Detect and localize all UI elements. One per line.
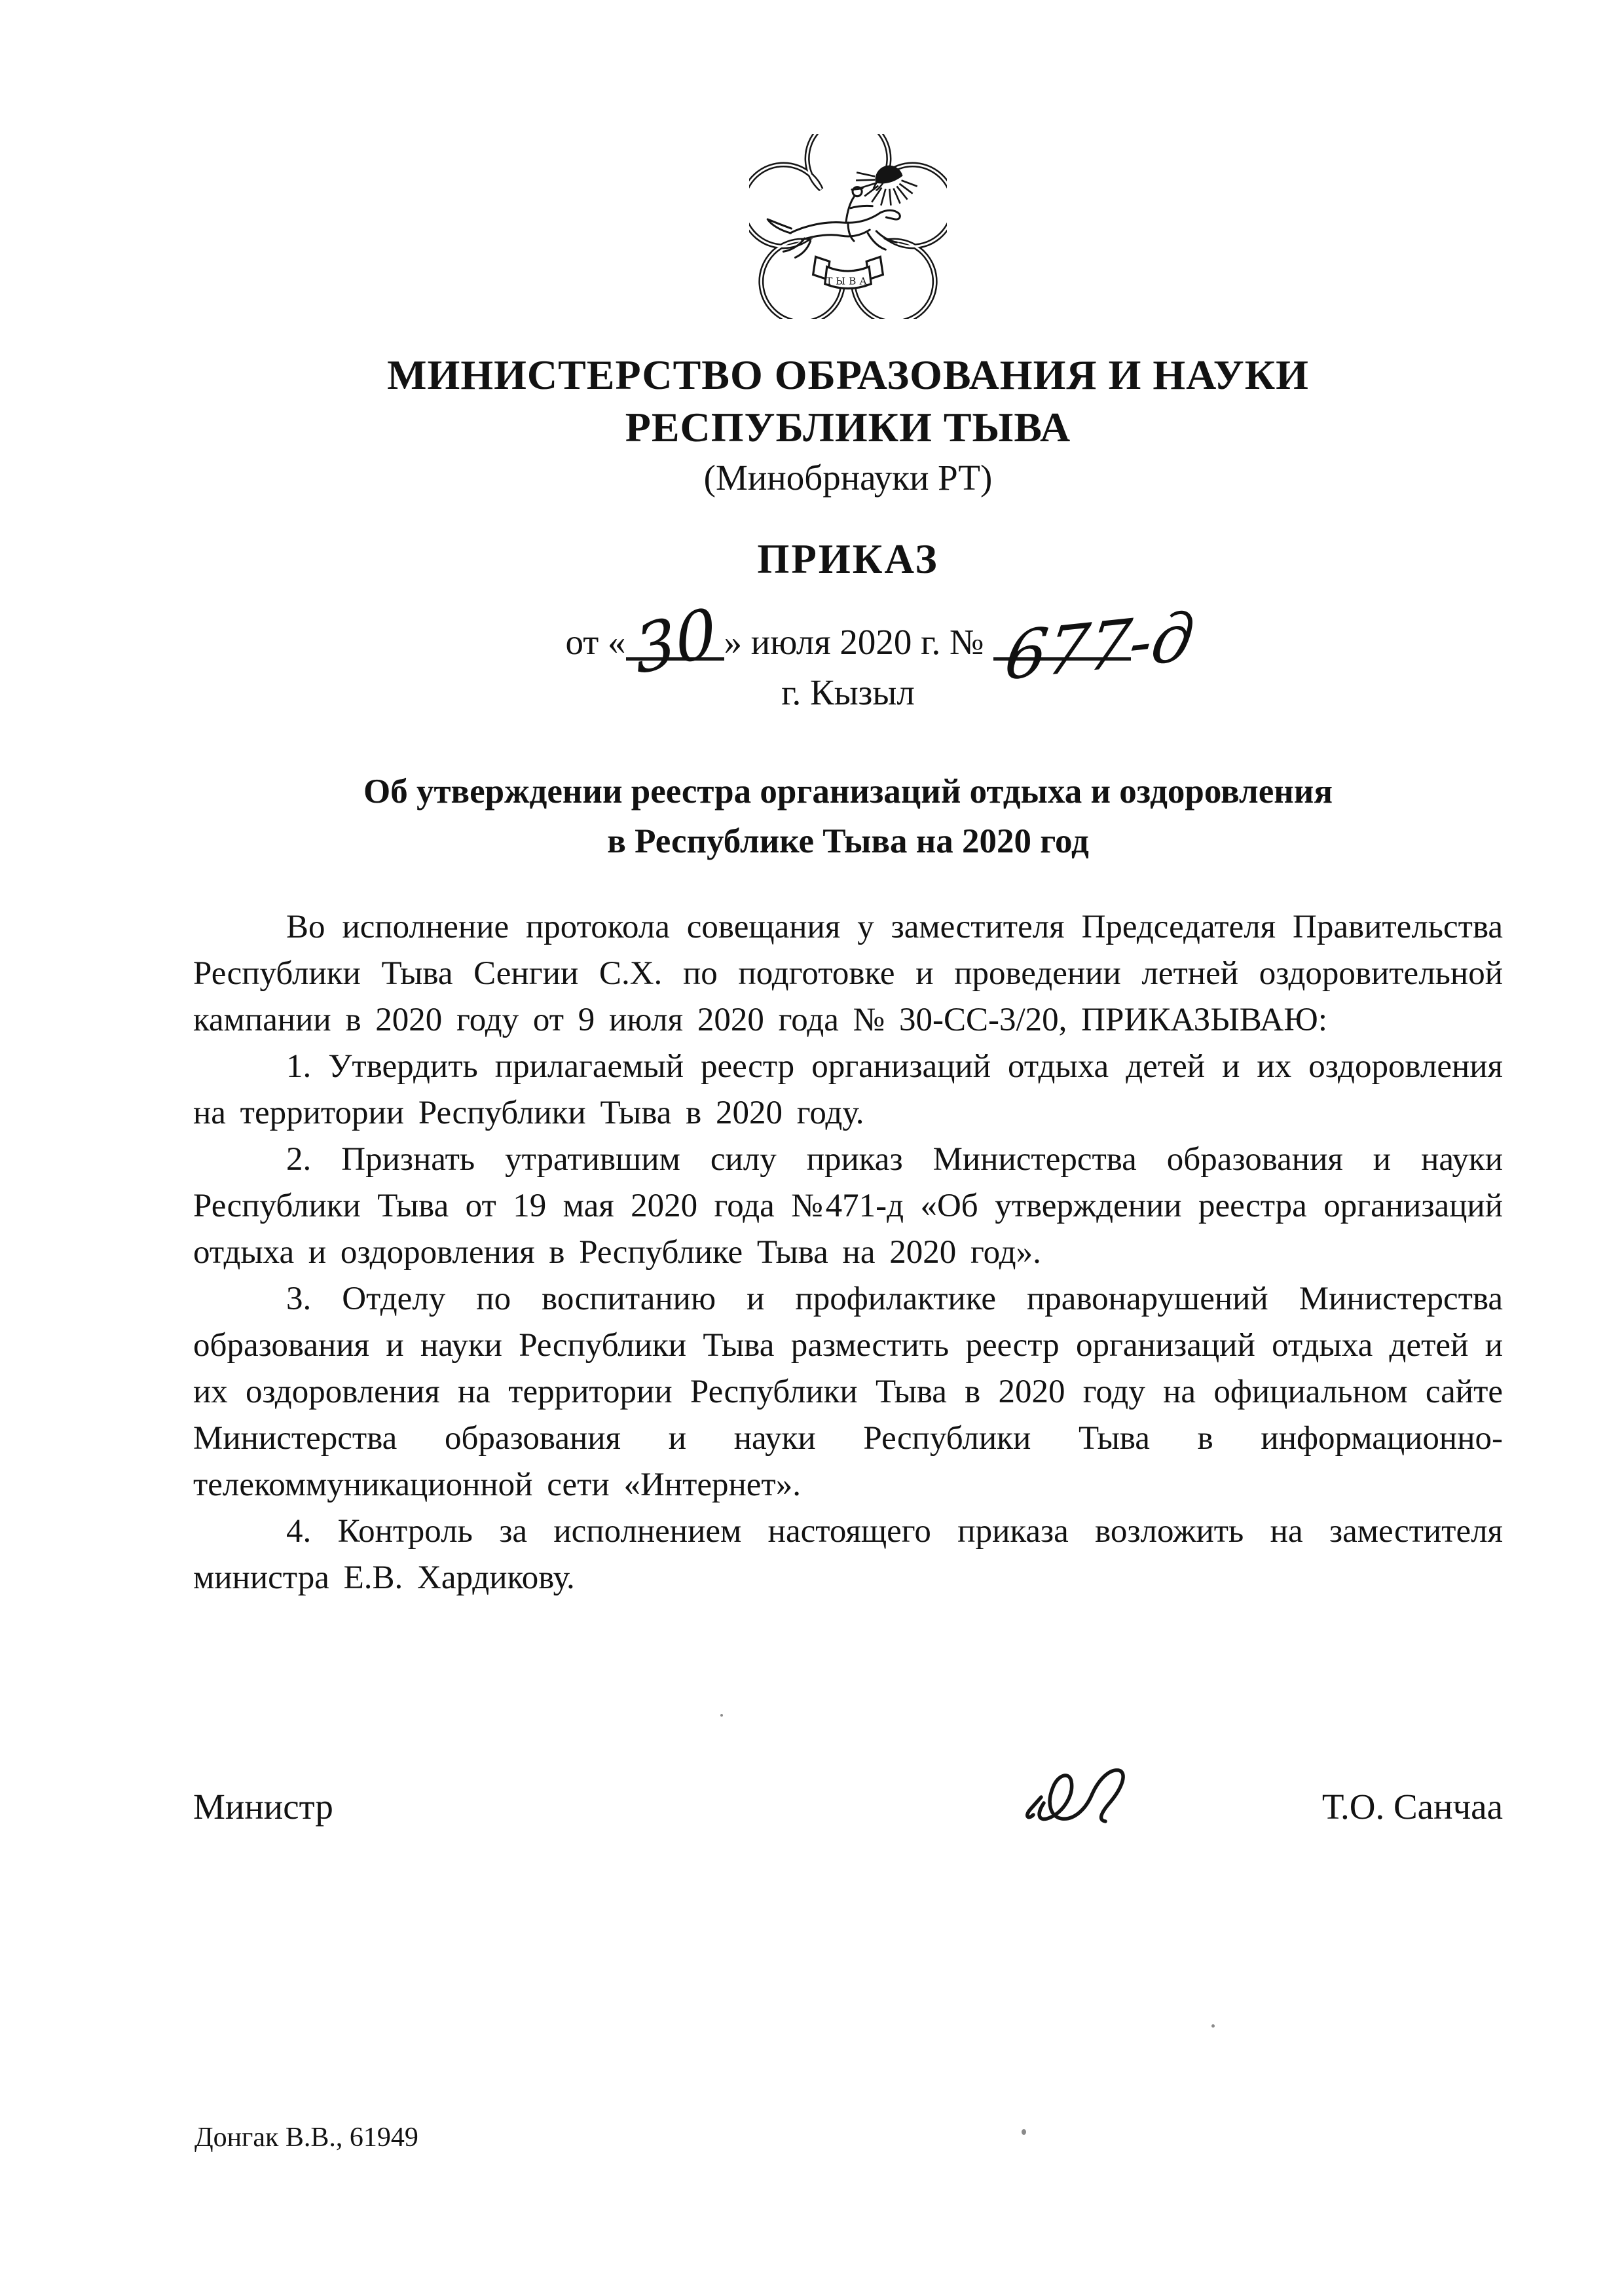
handwritten-number: 677-д — [999, 597, 1199, 696]
ministry-short-name: (Минобрнауки РТ) — [703, 458, 993, 498]
doc-type-heading: ПРИКАЗ — [757, 536, 939, 582]
tyva-coat-of-arms-icon — [749, 134, 947, 319]
order-title — [193, 767, 1503, 866]
signer-position: Министр — [193, 1787, 333, 1827]
order-item-1: 1. Утвердить прилагаемый реестр организаций отдыха детей и их оздоровления на территории Республики Тыва в 2020 году. — [193, 1048, 1503, 1131]
order-item-2: 2. Признать утратившим силу приказ Министерства образования и науки Республики Тыва от 19 мая 2020 года №471-д «Об утверждении реестра организаций отдыха и оздоровления в Республике Тыва на 2020 год». — [193, 1141, 1503, 1271]
signature-block — [193, 1783, 1503, 1831]
date-day-blank — [626, 592, 724, 690]
handwritten-day: 30 — [631, 592, 720, 690]
ministry-header — [193, 349, 1503, 454]
order-title-line1: Об утверждении реестра организаций отдыха и оздоровления — [363, 773, 1333, 811]
order-body — [193, 904, 1503, 1601]
emblem-block — [193, 0, 1503, 319]
ribbon-text: ТЫВА — [826, 275, 870, 287]
executor-note: Донгак В.В., 61949 — [194, 2123, 418, 2153]
city-line: г. Кызыл — [781, 672, 915, 712]
preamble-paragraph: Во исполнение протокола совещания у заместителя Председателя Правительства Республики Тыва Сенгии С.Х. по подготовке и проведении летней оздоровительной кампании в 2020 году от 9 июля 2020 года № 30-СС-3/20, ПРИКАЗЫВАЮ: — [193, 909, 1503, 1038]
order-item-3: 3. Отделу по воспитанию и профилактике правонарушений Министерства образования и науки Республики Тыва разместить реестр организаций отдыха детей и их оздоровления на территории Республики Тыва в 2020 году на официальном сайте Министерства образования и науки Республики Тыва в информационно-телекоммуникационной сети «Интернет». — [193, 1281, 1503, 1503]
order-item-4: 4. Контроль за исполнением настоящего приказа возложить на заместителя министра Е.В. Хардикову. — [193, 1513, 1503, 1596]
ministry-name-line2: РЕСПУБЛИКИ ТЫВА — [625, 404, 1071, 450]
signature-icon — [1022, 1749, 1185, 1834]
scan-speck — [720, 1714, 723, 1717]
doc-number-blank — [993, 597, 1199, 696]
scan-speck — [1211, 2024, 1215, 2028]
date-prefix: от « — [565, 622, 626, 662]
date-middle: » июля 2020 г. № — [724, 622, 984, 662]
order-title-line2: в Республике Тыва на 2020 год — [607, 822, 1089, 860]
scan-speck — [1022, 2129, 1026, 2135]
signer-name: Т.О. Санчаа — [1321, 1787, 1503, 1827]
ministry-name-line1: МИНИСТЕРСТВО ОБРАЗОВАНИЯ И НАУКИ — [387, 352, 1309, 398]
